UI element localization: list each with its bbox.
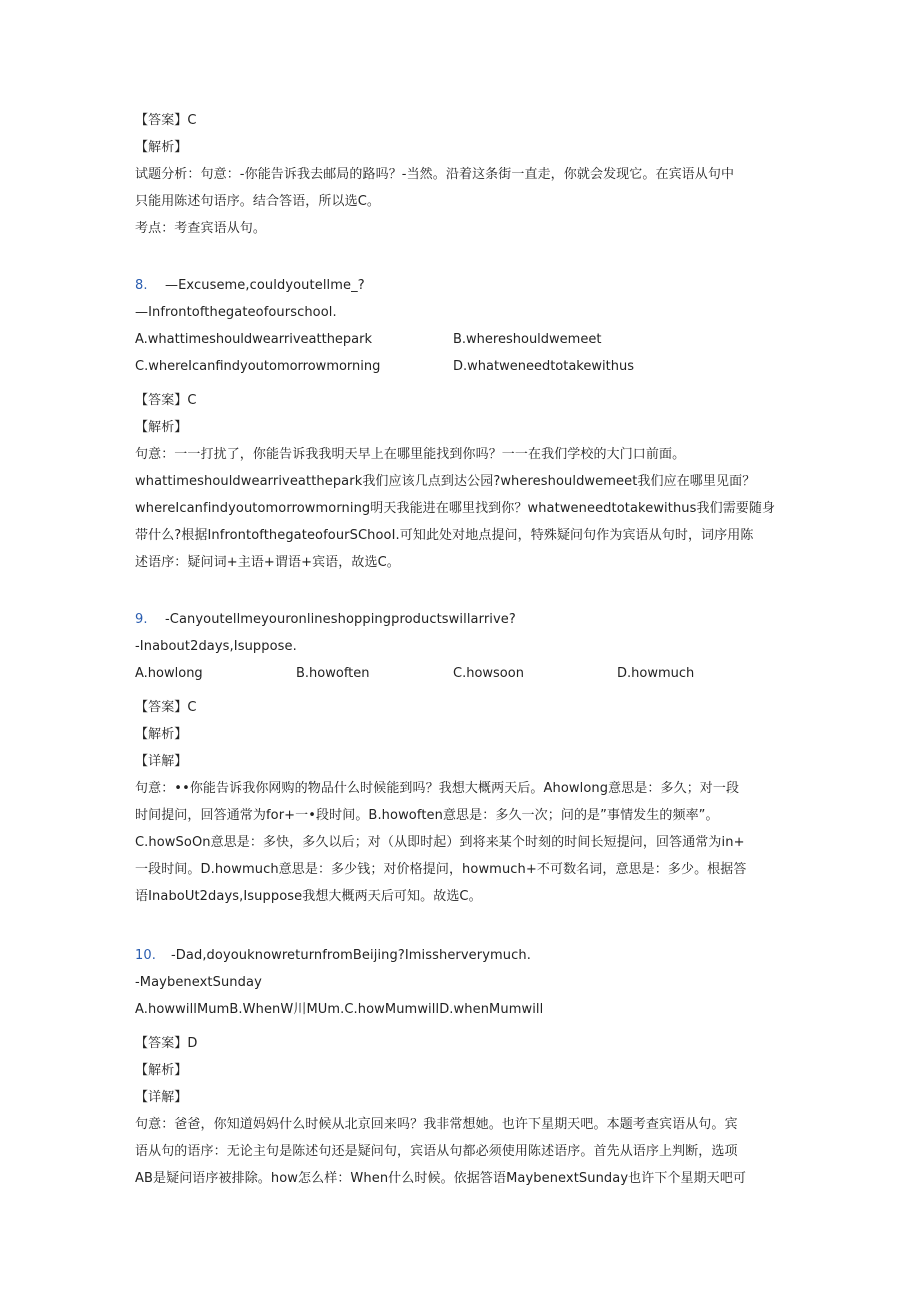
q9-detail-line: 语InaboUt2days,Isuppose我想大概两天后可知。故选C。 [135, 889, 482, 904]
q7-answer: 【答案】C [135, 113, 197, 128]
q10-analysis-label: 【解析】 [135, 1063, 188, 1078]
q10-detail-line: 语从句的语序：无论主句是陈述句还是疑问句，宾语从句都必须使用陈述语序。首先从语序上判断，选项 [135, 1144, 738, 1159]
q8-analysis-line: 述语序：疑问词+主语+谓语+宾语，故选C。 [135, 555, 400, 570]
q9-question [135, 611, 516, 629]
q9-answer: 【答案】C [135, 700, 197, 715]
q9-option-c: C.howsoon [453, 666, 524, 681]
q8-answer: 【答案】C [135, 393, 197, 408]
q8-analysis-label: 【解析】 [135, 420, 188, 435]
q9-detail-line: 时间提问，回答通常为for+一•段时间。B.howoften意思是：多久一次；问的是”事情发生的频率”。 [135, 808, 719, 823]
q9-question-text: -Canyoutellmeyouronlineshoppingproductswillarrive? [165, 612, 516, 627]
q7-analysis-label: 【解析】 [135, 140, 188, 155]
q8-option-a: A.whattimeshouldwearriveatthepark [135, 332, 373, 347]
q7-analysis-line: 试题分析：句意：-你能告诉我去邮局的路吗？-当然。沿着这条街一直走，你就会发现它。在宾语从句中 [135, 167, 735, 182]
q8-question-text: —Excuseme,couldyoutellme_? [165, 278, 365, 293]
q9-detail-line: 一段时间。D.howmuch意思是：多少钱；对价格提问，howmuch+不可数名词，意思是：多少。根据答 [135, 862, 747, 877]
q8-analysis-line: whereIcanfindyoutomorrowmorning明天我能进在哪里找到你？whatweneedtotakewithus我们需要随身 [135, 501, 776, 516]
q8-analysis-line: whattimeshouldwearriveatthepark我们应该几点到达公园?whereshouldwemeet我们应在哪里见面？ [135, 474, 756, 489]
q9-option-d: D.howmuch [617, 666, 695, 681]
q9-detail-label: 【详解】 [135, 754, 188, 769]
q7-analysis-line: 只能用陈述句语序。结合答语，所以选C。 [135, 194, 380, 209]
q10-options: A.howwillMumB.WhenW川MUm.C.howMumwillD.whenMumwill [135, 1002, 544, 1017]
q9-number: 9. [135, 612, 148, 627]
q9-option-b: B.howoften [296, 666, 370, 681]
q8-reply: —Infrontofthegateofourschool. [135, 305, 337, 320]
q10-detail-label: 【详解】 [135, 1090, 188, 1105]
q8-option-d: D.whatweneedtotakewithus [453, 359, 634, 374]
q8-option-b: B.whereshouldwemeet [453, 332, 602, 347]
q10-question [135, 947, 531, 965]
q8-option-c: C.whereIcanfindyoutomorrowmorning [135, 359, 381, 374]
q10-detail-line: AB是疑问语序被排除。how怎么样：When什么时候。依据答语MaybenextSunday也许下个星期天吧可 [135, 1171, 747, 1186]
q7-analysis-line: 考点：考查宾语从句。 [135, 221, 267, 236]
q10-detail-line: 句意：爸爸，你知道妈妈什么时候从北京回来吗？我非常想她。也许下星期天吧。本题考查宾语从句。宾 [135, 1117, 738, 1132]
q9-detail-line: C.howSoOn意思是：多快，多久以后；对（从即时起）到将来某个时刻的时间长短提问，回答通常为in+ [135, 835, 745, 850]
q10-reply: -MaybenextSunday [135, 975, 262, 990]
q10-number: 10. [135, 948, 156, 963]
q8-question [135, 277, 365, 295]
q9-detail-line: 句意：••你能告诉我你网购的物品什么时候能到吗？我想大概两天后。Ahowlong意思是：多久；对一段 [135, 781, 740, 796]
q9-analysis-label: 【解析】 [135, 727, 188, 742]
q10-answer: 【答案】D [135, 1036, 198, 1051]
q8-analysis-line: 带什么?根据InfrontofthegateofourSChooI.可知此处对地点提问，特殊疑问句作为宾语从句时，词序用陈 [135, 528, 754, 543]
q8-analysis-line: 句意：一一打扰了，你能告诉我我明天早上在哪里能找到你吗？一一在我们学校的大门口前面。 [135, 447, 686, 462]
q9-reply: -Inabout2days,Isuppose. [135, 639, 297, 654]
q8-number: 8. [135, 278, 148, 293]
q9-option-a: A.howlong [135, 666, 203, 681]
q10-question-text: -Dad,doyouknowreturnfromBeijing?Imissherverymuch. [171, 948, 531, 963]
